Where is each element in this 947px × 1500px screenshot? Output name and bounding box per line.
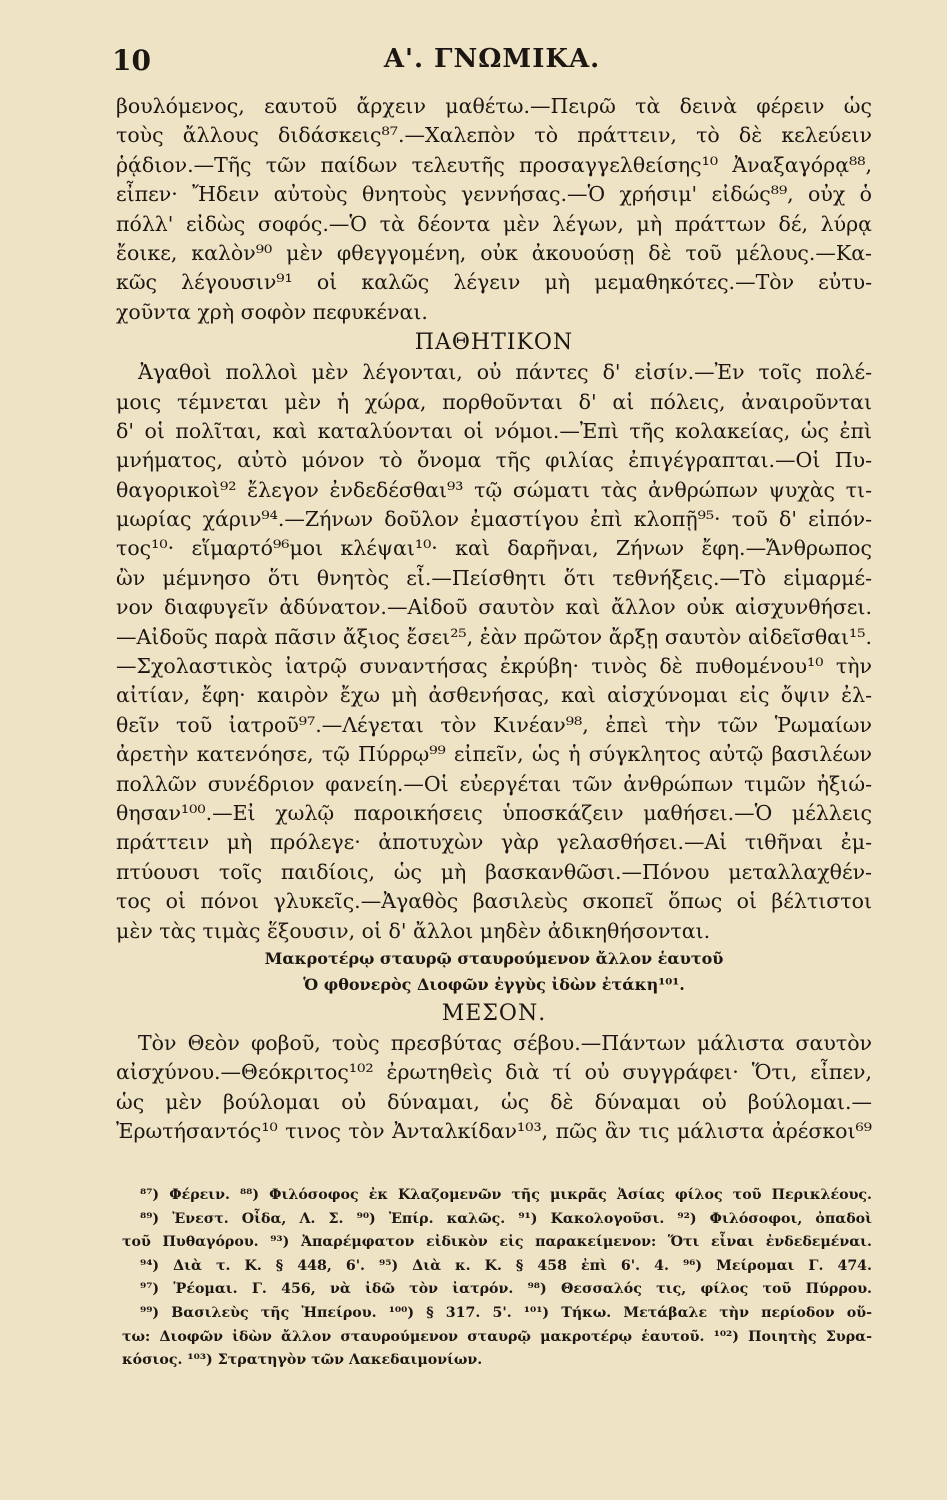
page-number: 10 [112,44,151,77]
footnote-line: τοῦ Πυθαγόρου. ⁹³) Ἀπαρέμφατον εἰδικὸν εἰς παρακείμενον: Ὅτι εἶναι ἐνδεδεμέναι. [122,1234,872,1251]
text-line: ῥᾴδιον.—Τῆς τῶν παίδων τελευτῆς προσαγγελθείσης¹⁰ Ἀναξαγόρᾳ⁸⁸, [116,152,872,177]
footnote-line: ⁸⁷) Φέρειν. ⁸⁸) Φιλόσοφος ἐκ Κλαζομενῶν τῆς μικρᾶς Ἀσίας φίλος τοῦ Περικλέους. [140,1187,872,1203]
text-line: Ἐρωτήσαντός¹⁰ τινος τὸν Ἀνταλκίδαν¹⁰³, πῶς ἂν τις μάλιστα ἀρέσκοι⁶⁹ [116,1119,872,1144]
text-line: κῶς λέγουσιν⁹¹ οἱ καλῶς λέγειν μὴ μεμαθηκότες.—Τὸν εὐτυ- [116,270,872,295]
footnote-line: ⁹⁷) Ῥέομαι. Γ. 456, νὰ ἰδῶ τὸν ἰατρόν. ⁹⁸) Θεσσαλός τις, φίλος τοῦ Πύρρου. [140,1281,872,1298]
text-line: μοις τέμνεται μὲν ἡ χώρα, πορθοῦνται δ' αἱ πόλεις, ἀναιροῦνται [116,389,872,414]
text-line: αἰτίαν, ἔφη· καιρὸν ἔχω μὴ ἀσθενήσας, καὶ αἰσχύνομαι εἰς ὄψιν ἐλ- [116,683,872,708]
text-line: πράττειν μὴ πρόλεγε· ἀποτυχὼν γὰρ γελασθήσει.—Αἱ τιθῆναι ἐμ- [116,830,872,855]
footnote-line: ⁹⁹) Βασιλεὺς τῆς Ἠπείρου. ¹⁰⁰) § 317. 5'. ¹⁰¹) Τήκω. Μετάβαλε τὴν περίοδον οὕ- [140,1304,872,1321]
text-line: θησαν¹⁰⁰.—Εἰ χωλῷ παροικήσεις ὑποσκάζειν μαθήσει.—Ὁ μέλλεις [116,800,872,825]
text-line: ἀρετὴν κατενόησε, τῷ Πύρρῳ⁹⁹ εἰπεῖν, ὡς ἡ σύγκλητος αὐτῷ βασιλέων [116,742,872,767]
text-line: ὢν μέμνησο ὅτι θνητὸς εἶ.—Πείσθητι ὅτι τεθνήξεις.—Τὸ εἱμαρμέ- [116,565,872,590]
footnote-line: κόσιος. ¹⁰³) Στρατηγὸν τῶν Λακεδαιμονίων. [122,1352,483,1369]
text-line: εἶπεν· Ἤδειν αὐτοὺς θνητοὺς γεννήσας.—Ὁ χρήσιμ' εἰδώς⁸⁹, οὐχ ὁ [116,182,872,207]
text-line: μὲν τὰς τιμὰς ἕξουσιν, οἱ δ' ἄλλοι μηδὲν ἀδικηθήσονται. [116,918,711,943]
text-line: ἔοικε, καλὸν⁹⁰ μὲν φθεγγομένη, οὐκ ἀκουούσῃ δὲ τοῦ μέλους.—Κα- [116,240,872,265]
text-line: τος¹⁰· εἵμαρτό⁹⁶μοι κλέψαι¹⁰· καὶ δαρῆναι, Ζήνων ἔφη.—Ἄνθρωπος [116,536,872,561]
text-line: πτύουσι τοῖς παιδίοις, ὡς μὴ βασκανθῶσι.—Πόνου μεταλλαχθέν- [116,859,872,884]
footnotes [122,1184,872,1373]
footnote-line: τω: Διοφῶν ἰδὼν ἄλλον σταυρούμενον σταυρῷ μακροτέρῳ ἑαυτοῦ. ¹⁰²) Ποιητὴς Συρα- [122,1328,872,1345]
text-line: —Αἰδοῦς παρὰ πᾶσιν ἄξιος ἔσει²⁵, ἐὰν πρῶτον ἄρξῃ σαυτὸν αἰδεῖσθαι¹⁵. [116,624,872,649]
text-line: νον διαφυγεῖν ἀδύνατον.—Αἰδοῦ σαυτὸν καὶ ἄλλον οὐκ αἰσχυνθήσει. [116,595,872,620]
text-line: Ἀγαθοὶ πολλοὶ μὲν λέγονται, οὐ πάντες δ' εἰσίν.—Ἐν τοῖς πολέ- [138,360,872,385]
section-heading-meson: ΜΕΣΟΝ. [441,1000,547,1026]
text-line: χοῦντα χρὴ σοφὸν πεφυκέναι. [116,299,428,324]
footnote-line: ⁹⁴) Διὰ τ. Κ. § 448, 6'. ⁹⁵) Διὰ κ. Κ. § 458 ἐπὶ 6'. 4. ⁹⁶) Μείρομαι Γ. 474. [140,1257,872,1274]
epigram-line: Μακροτέρῳ σταυρῷ σταυρούμενον ἄλλον ἑαυτοῦ [264,948,724,968]
main-text [116,92,872,1147]
text-line: πολλῶν συνέδριον φανείη.—Οἱ εὐεργέται τῶν ἀνθρώπων τιμῶν ἠξιώ- [116,771,872,796]
epigram-line: Ὁ φθονερὸς Διοφῶν ἐγγὺς ἰδὼν ἐτάκη¹⁰¹. [303,974,685,994]
text-line: μωρίας χάριν⁹⁴.—Ζήνων δοῦλον ἐμαστίγου ἐπὶ κλοπῇ⁹⁵· τοῦ δ' εἰπόν- [116,507,872,532]
text-line: τοὺς ἄλλους διδάσκεις⁸⁷.—Χαλεπὸν τὸ πράττειν, τὸ δὲ κελεύειν [116,123,872,148]
text-line: θαγορικοὶ⁹² ἔλεγον ἐνδεδέσθαι⁹³ τῷ σώματι τὰς ἀνθρώπων ψυχὰς τι- [116,477,872,502]
running-title: Α'. ΓΝΩΜΙΚΑ. [383,44,601,74]
text-line: βουλόμενος, εαυτοῦ ἄρχειν μαθέτω.—Πειρῶ τὰ δεινὰ φέρειν ὡς [116,94,872,118]
text-line: δ' οἱ πολῖται, καὶ καταλύονται οἱ νόμοι.—Ἐπὶ τῆς κολακείας, ὡς ἐπὶ [116,418,872,443]
text-line: —Σχολαστικὸς ἰατρῷ συναντήσας ἐκρύβη· τινὸς δὲ πυθομένου¹⁰ τὴν [116,654,872,679]
section-heading-pathetikon: ΠΑΘΗΤΙΚΟΝ [414,330,574,356]
text-line: πόλλ' εἰδὼς σοφός.—Ὁ τὰ δέοντα μὲν λέγων, μὴ πράττων δέ, λύρᾳ [116,211,872,236]
page-header [112,44,872,80]
text-line: αἰσχύνου.—Θεόκριτος¹⁰² ἐρωτηθεὶς διὰ τί οὐ συγγράφει· Ὅτι, εἶπεν, [116,1060,872,1085]
text-line: θεῖν τοῦ ἰατροῦ⁹⁷.—Λέγεται τὸν Κινέαν⁹⁸, ἐπεὶ τὴν τῶν Ῥωμαίων [116,712,872,737]
text-line: ὡς μὲν βούλομαι οὐ δύναμαι, ὡς δὲ δύναμαι οὐ βούλομαι.— [116,1089,872,1114]
text-line: Τὸν Θεὸν φοβοῦ, τοὺς πρεσβύτας σέβου.—Πάντων μάλιστα σαυτὸν [138,1030,872,1055]
text-line: τος οἱ πόνοι γλυκεῖς.—Ἀγαθὸς βασιλεὺς σκοπεῖ ὅπως οἱ βέλτιστοι [116,889,872,914]
footnote-line: ⁸⁹) Ἐνεστ. Οἶδα, Λ. Σ. ⁹⁰) Ἐπίρ. καλῶς. ⁹¹) Κακολογοῦσι. ⁹²) Φιλόσοφοι, ὀπαδοὶ [140,1210,872,1227]
text-line: μνήματος, αὐτὸ μόνον τὸ ὄνομα τῆς φιλίας ἐπιγέγραπται.—Οἱ Πυ- [116,448,872,473]
